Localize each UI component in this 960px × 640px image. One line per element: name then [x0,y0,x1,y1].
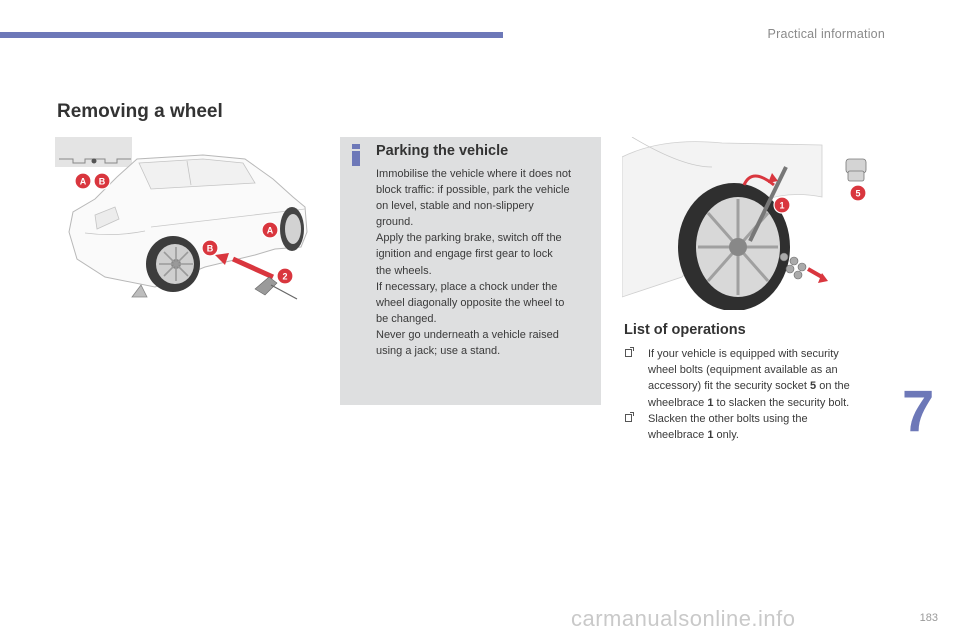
chapter-number: 7 [902,379,935,444]
checkbox-bullet-icon [625,349,632,357]
info-line: ground. [376,216,414,229]
label-2-jack: 2 [282,271,288,282]
car-jack-illustration [55,137,310,307]
info-line: the wheels. [376,264,432,277]
operation-item: If your vehicle is equipped with security wheel bolts (equipment available as an accessory) fit the security socket 5 on the wheelbrace 1 to slacken the security bolt. [624,346,880,411]
page-title: Removing a wheel [57,101,223,122]
info-text [376,166,598,359]
label-b-side: B [206,243,214,254]
info-line: using a jack; use a stand. [376,345,501,358]
label-a-rear: A [79,176,87,187]
operation-item: Slacken the other bolts using the wheelbrace 1 only. [624,411,880,443]
info-line: be changed. [376,312,437,325]
info-line: ignition and engage first gear to lock [376,248,553,261]
info-line: Apply the parking brake, switch off the [376,232,562,245]
wheelbrace-illustration [622,137,878,310]
info-box [340,137,601,405]
label-b-rear: B [98,176,106,187]
info-line: wheel diagonally opposite the wheel to [376,296,565,309]
info-line: If necessary, place a chock under the [376,280,558,293]
section-title: Practical information [767,27,885,41]
page-number: 183 [919,612,938,624]
info-line: on level, stable and non-slippery [376,200,534,213]
watermark: carmanualsonline.info [571,606,796,631]
label-5-socket: 5 [855,188,861,199]
info-icon [351,144,361,166]
label-a-side: A [266,225,274,236]
info-line: Immobilise the vehicle where it does not [376,168,572,180]
info-heading: Parking the vehicle [376,143,509,159]
checkbox-bullet-icon [625,414,632,422]
info-line: Never go underneath a vehicle raised [376,328,559,341]
operations-list [624,346,880,443]
label-1-wheelbrace: 1 [779,200,785,211]
operations-heading: List of operations [624,322,746,338]
header-accent-bar [0,32,503,38]
info-line: block traffic: if possible, park the vehicle [376,184,570,197]
